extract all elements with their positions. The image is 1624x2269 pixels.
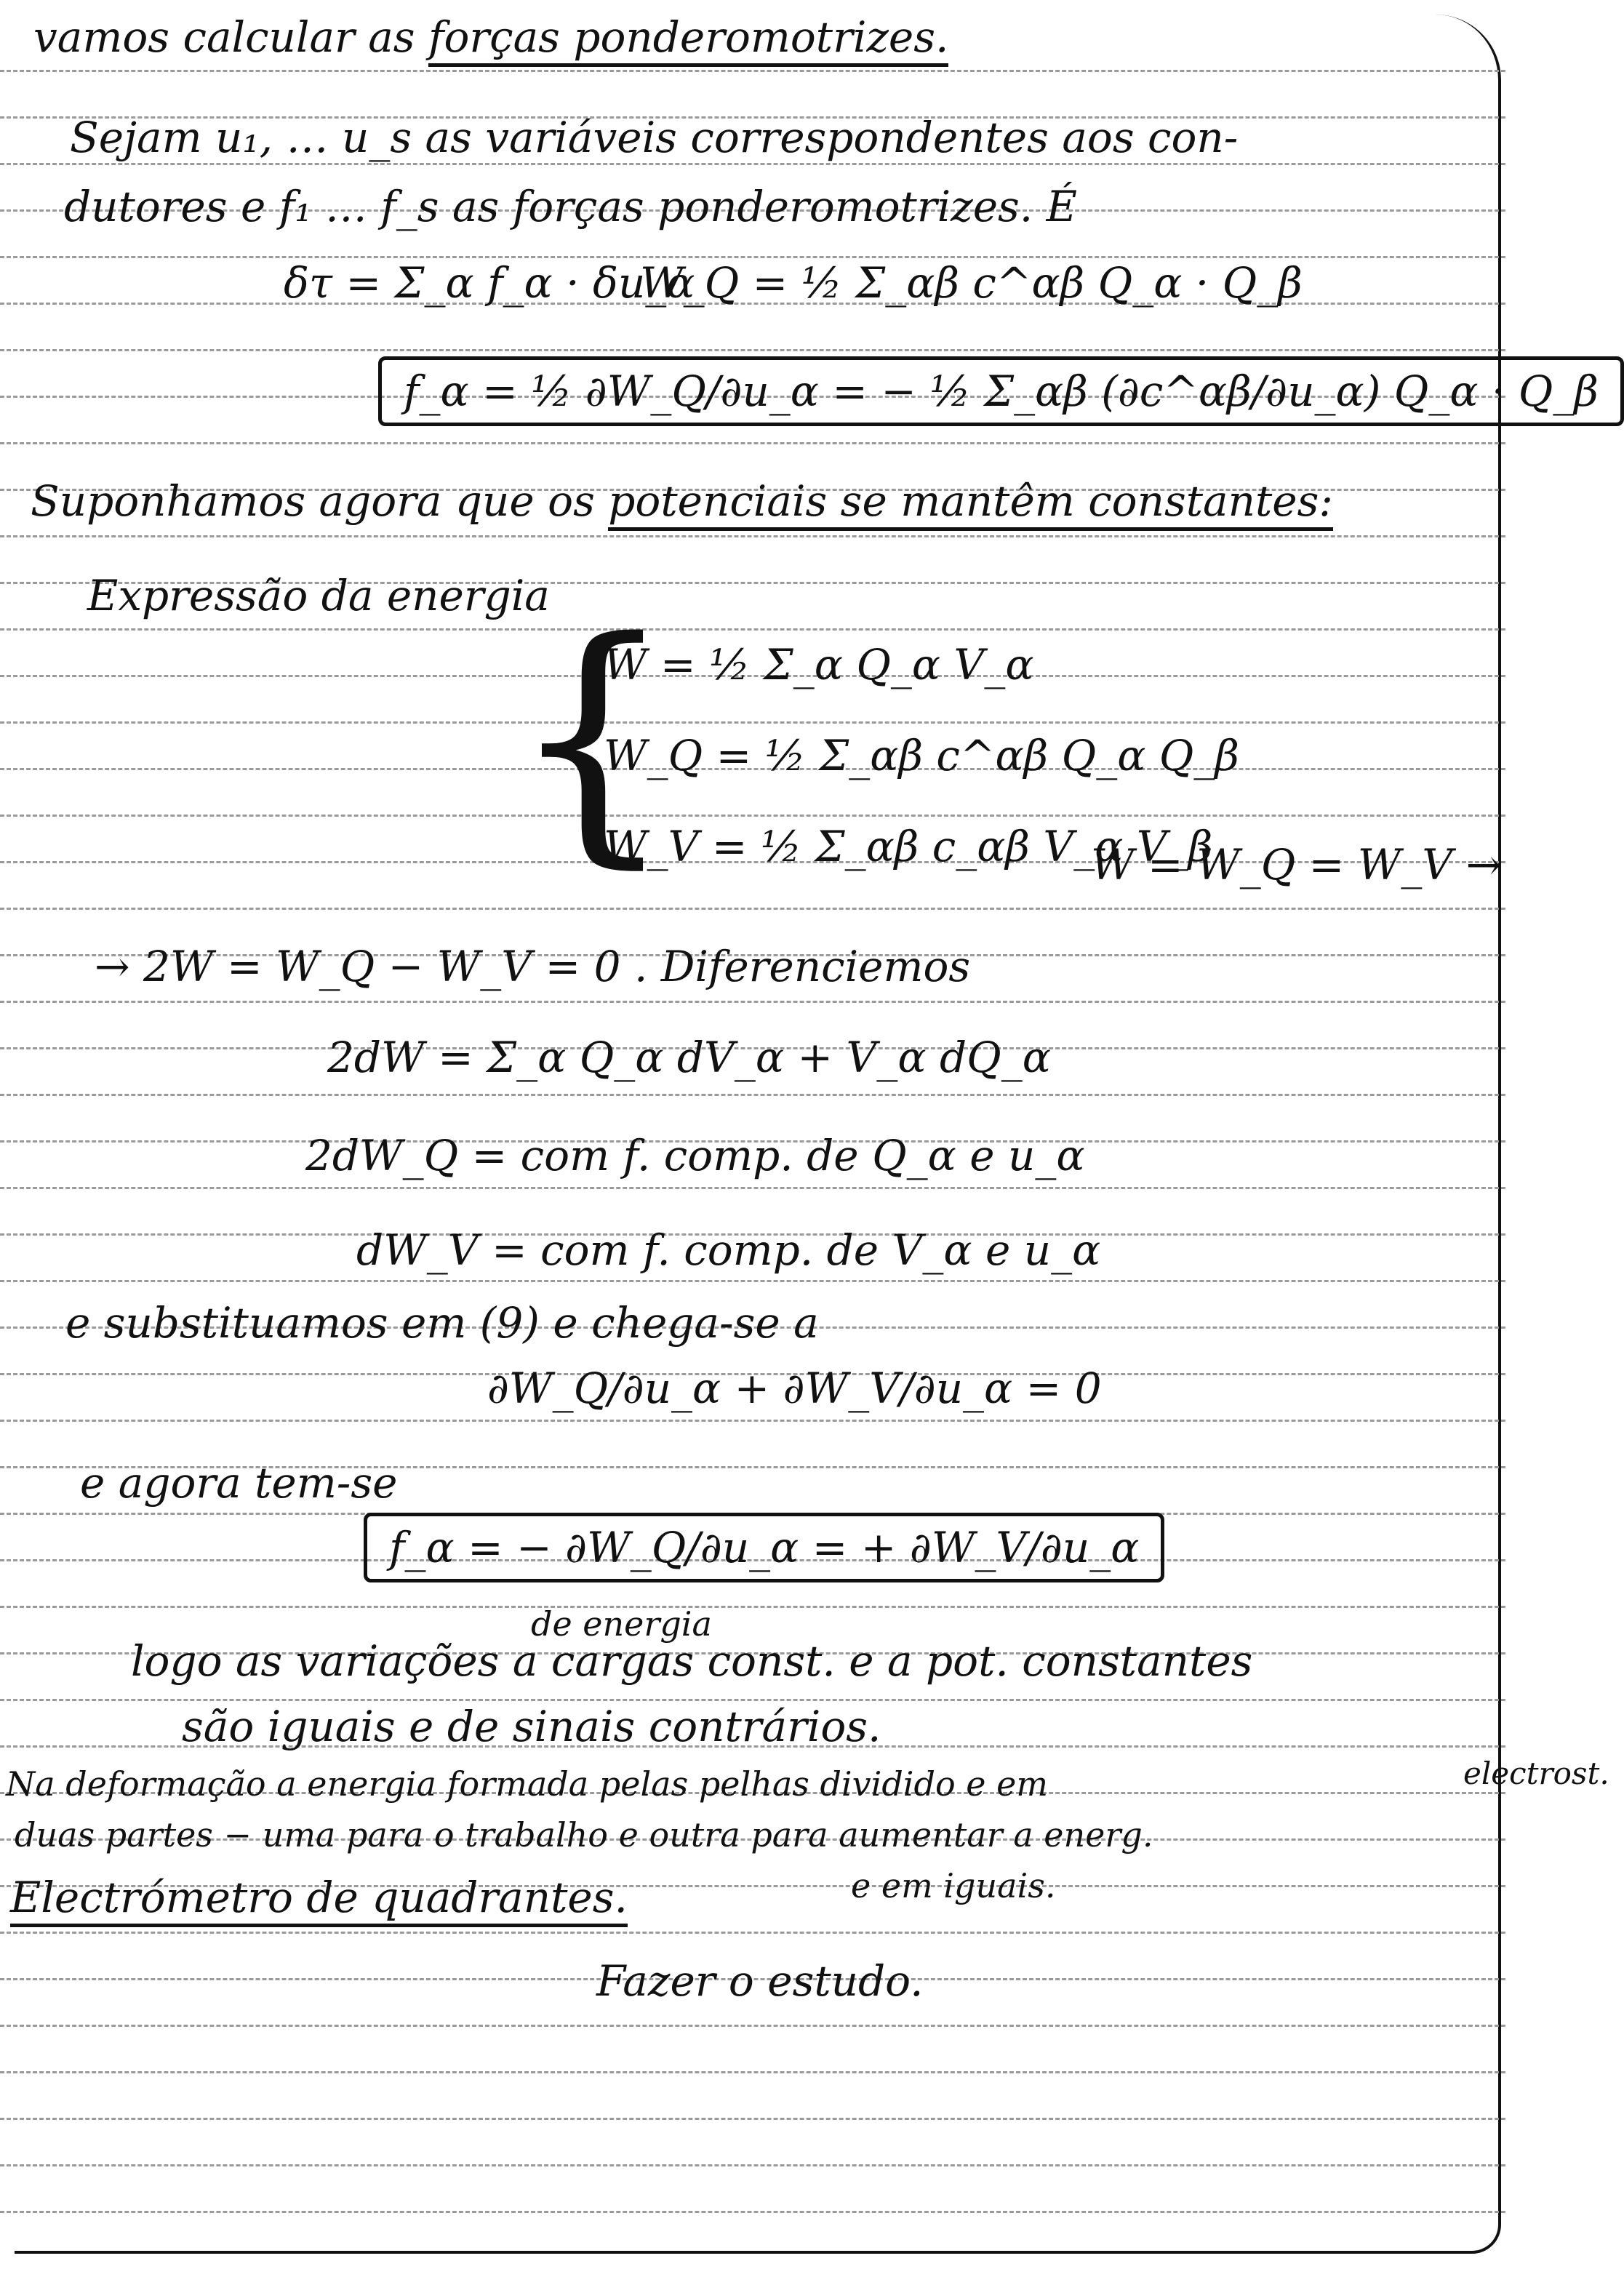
insertion-of-energy: de energia <box>531 1604 712 1644</box>
equation-dwv: dW_V = com f. comp. de V_α e u_α <box>356 1225 1101 1275</box>
equation-energy: W_Q = ½ Σ_αβ c^αβ Q_α · Q_β <box>640 258 1303 308</box>
ruled-line <box>0 908 1505 910</box>
text-line-2: Sejam u₁, … u_s as variáveis correspondentes aos con- <box>70 113 1239 162</box>
equation-wv: W_V = ½ Σ_αβ c_αβ V_α V_β <box>604 822 1213 871</box>
heading-underlined: forças ponderomotrizes. <box>428 12 948 67</box>
ruled-line <box>0 2071 1505 2073</box>
electrometer-underlined: Electrómetro de quadrantes. <box>10 1873 628 1927</box>
insertion-electrostatic: electrost. <box>1463 1756 1609 1791</box>
text-line-3: dutores e f₁ … f_s as forças ponderomotrizes. É <box>64 182 1077 231</box>
text-line-suppose: Suponhamos agora que os potenciais se mantêm constantes: <box>31 480 1333 522</box>
ruled-line <box>0 2164 1505 2166</box>
text-line-conclusion: logo as variações a cargas const. e a pot. constantes <box>131 1636 1253 1686</box>
equation-equality: W = W_Q = W_V → <box>1091 840 1502 889</box>
boxed-force-constant-potential: f_α = − ∂W_Q/∂u_α = + ∂W_V/∂u_α <box>364 1513 1164 1582</box>
ruled-line <box>0 628 1505 631</box>
equation-work: δτ = Σ_α f_α · δu_α <box>284 258 695 308</box>
ruled-line <box>0 535 1505 537</box>
ruled-line <box>0 1280 1505 1282</box>
equation-wq: W_Q = ½ Σ_αβ c^αβ Q_α Q_β <box>604 731 1239 780</box>
text-line-two-parts: duas partes − uma para o trabalho e outra para aumentar a energ. <box>15 1815 1153 1854</box>
ruled-line <box>0 70 1505 72</box>
ruled-line <box>0 2211 1505 2213</box>
ruled-line <box>0 442 1505 444</box>
equation-2dw: 2dW = Σ_α Q_α dV_α + V_α dQ_α <box>327 1033 1051 1082</box>
ruled-line <box>0 1094 1505 1096</box>
text-line-deformation: Na deformação a energia formada pelas pelhas dividido e em <box>6 1764 1048 1804</box>
ruled-line <box>0 1932 1505 1934</box>
boxed-force-equation: f_α = ½ ∂W_Q/∂u_α = − ½ Σ_αβ (∂c^αβ/∂u_α) Q_α · Q_β <box>378 356 1624 426</box>
ruled-line <box>0 1187 1505 1189</box>
brace-symbol: { <box>509 585 676 890</box>
energy-expression-label: Expressão da energia <box>87 571 550 620</box>
heading-line: vamos calcular as forças ponderomotrizes. <box>33 16 948 58</box>
text-line-equal-opposite: são iguais e de sinais contrários. <box>182 1702 881 1751</box>
equation-dwq: 2dW_Q = com f. comp. de Q_α e u_α <box>305 1131 1085 1180</box>
equation-w: W = ½ Σ_α Q_α V_α <box>604 640 1034 689</box>
ruled-line <box>0 163 1505 165</box>
ruled-line <box>0 2025 1505 2027</box>
ruled-line <box>0 1606 1505 1608</box>
ruled-line <box>0 2118 1505 2120</box>
insertion-equal: e em iguais. <box>851 1866 1056 1905</box>
ruled-line <box>0 349 1505 351</box>
text-line-now: e agora tem-se <box>80 1458 398 1508</box>
ruled-line <box>0 1699 1505 1701</box>
ruled-line <box>0 815 1505 817</box>
equation-partial-sum: ∂W_Q/∂u_α + ∂W_V/∂u_α = 0 <box>487 1364 1102 1413</box>
ruled-line <box>0 1420 1505 1422</box>
text-line-substituting: e substituamos em (9) e chega-se a <box>65 1298 819 1348</box>
constant-potentials-underlined: potenciais se mantêm constantes: <box>608 476 1333 531</box>
text-line-study: Fazer o estudo. <box>596 1956 924 2006</box>
ruled-line <box>0 721 1505 724</box>
ruled-line <box>0 1001 1505 1003</box>
text-line-differentiating: → 2W = W_Q − W_V = 0 . Diferenciemos <box>95 942 971 991</box>
text-line-electrometer <box>10 1873 628 1922</box>
